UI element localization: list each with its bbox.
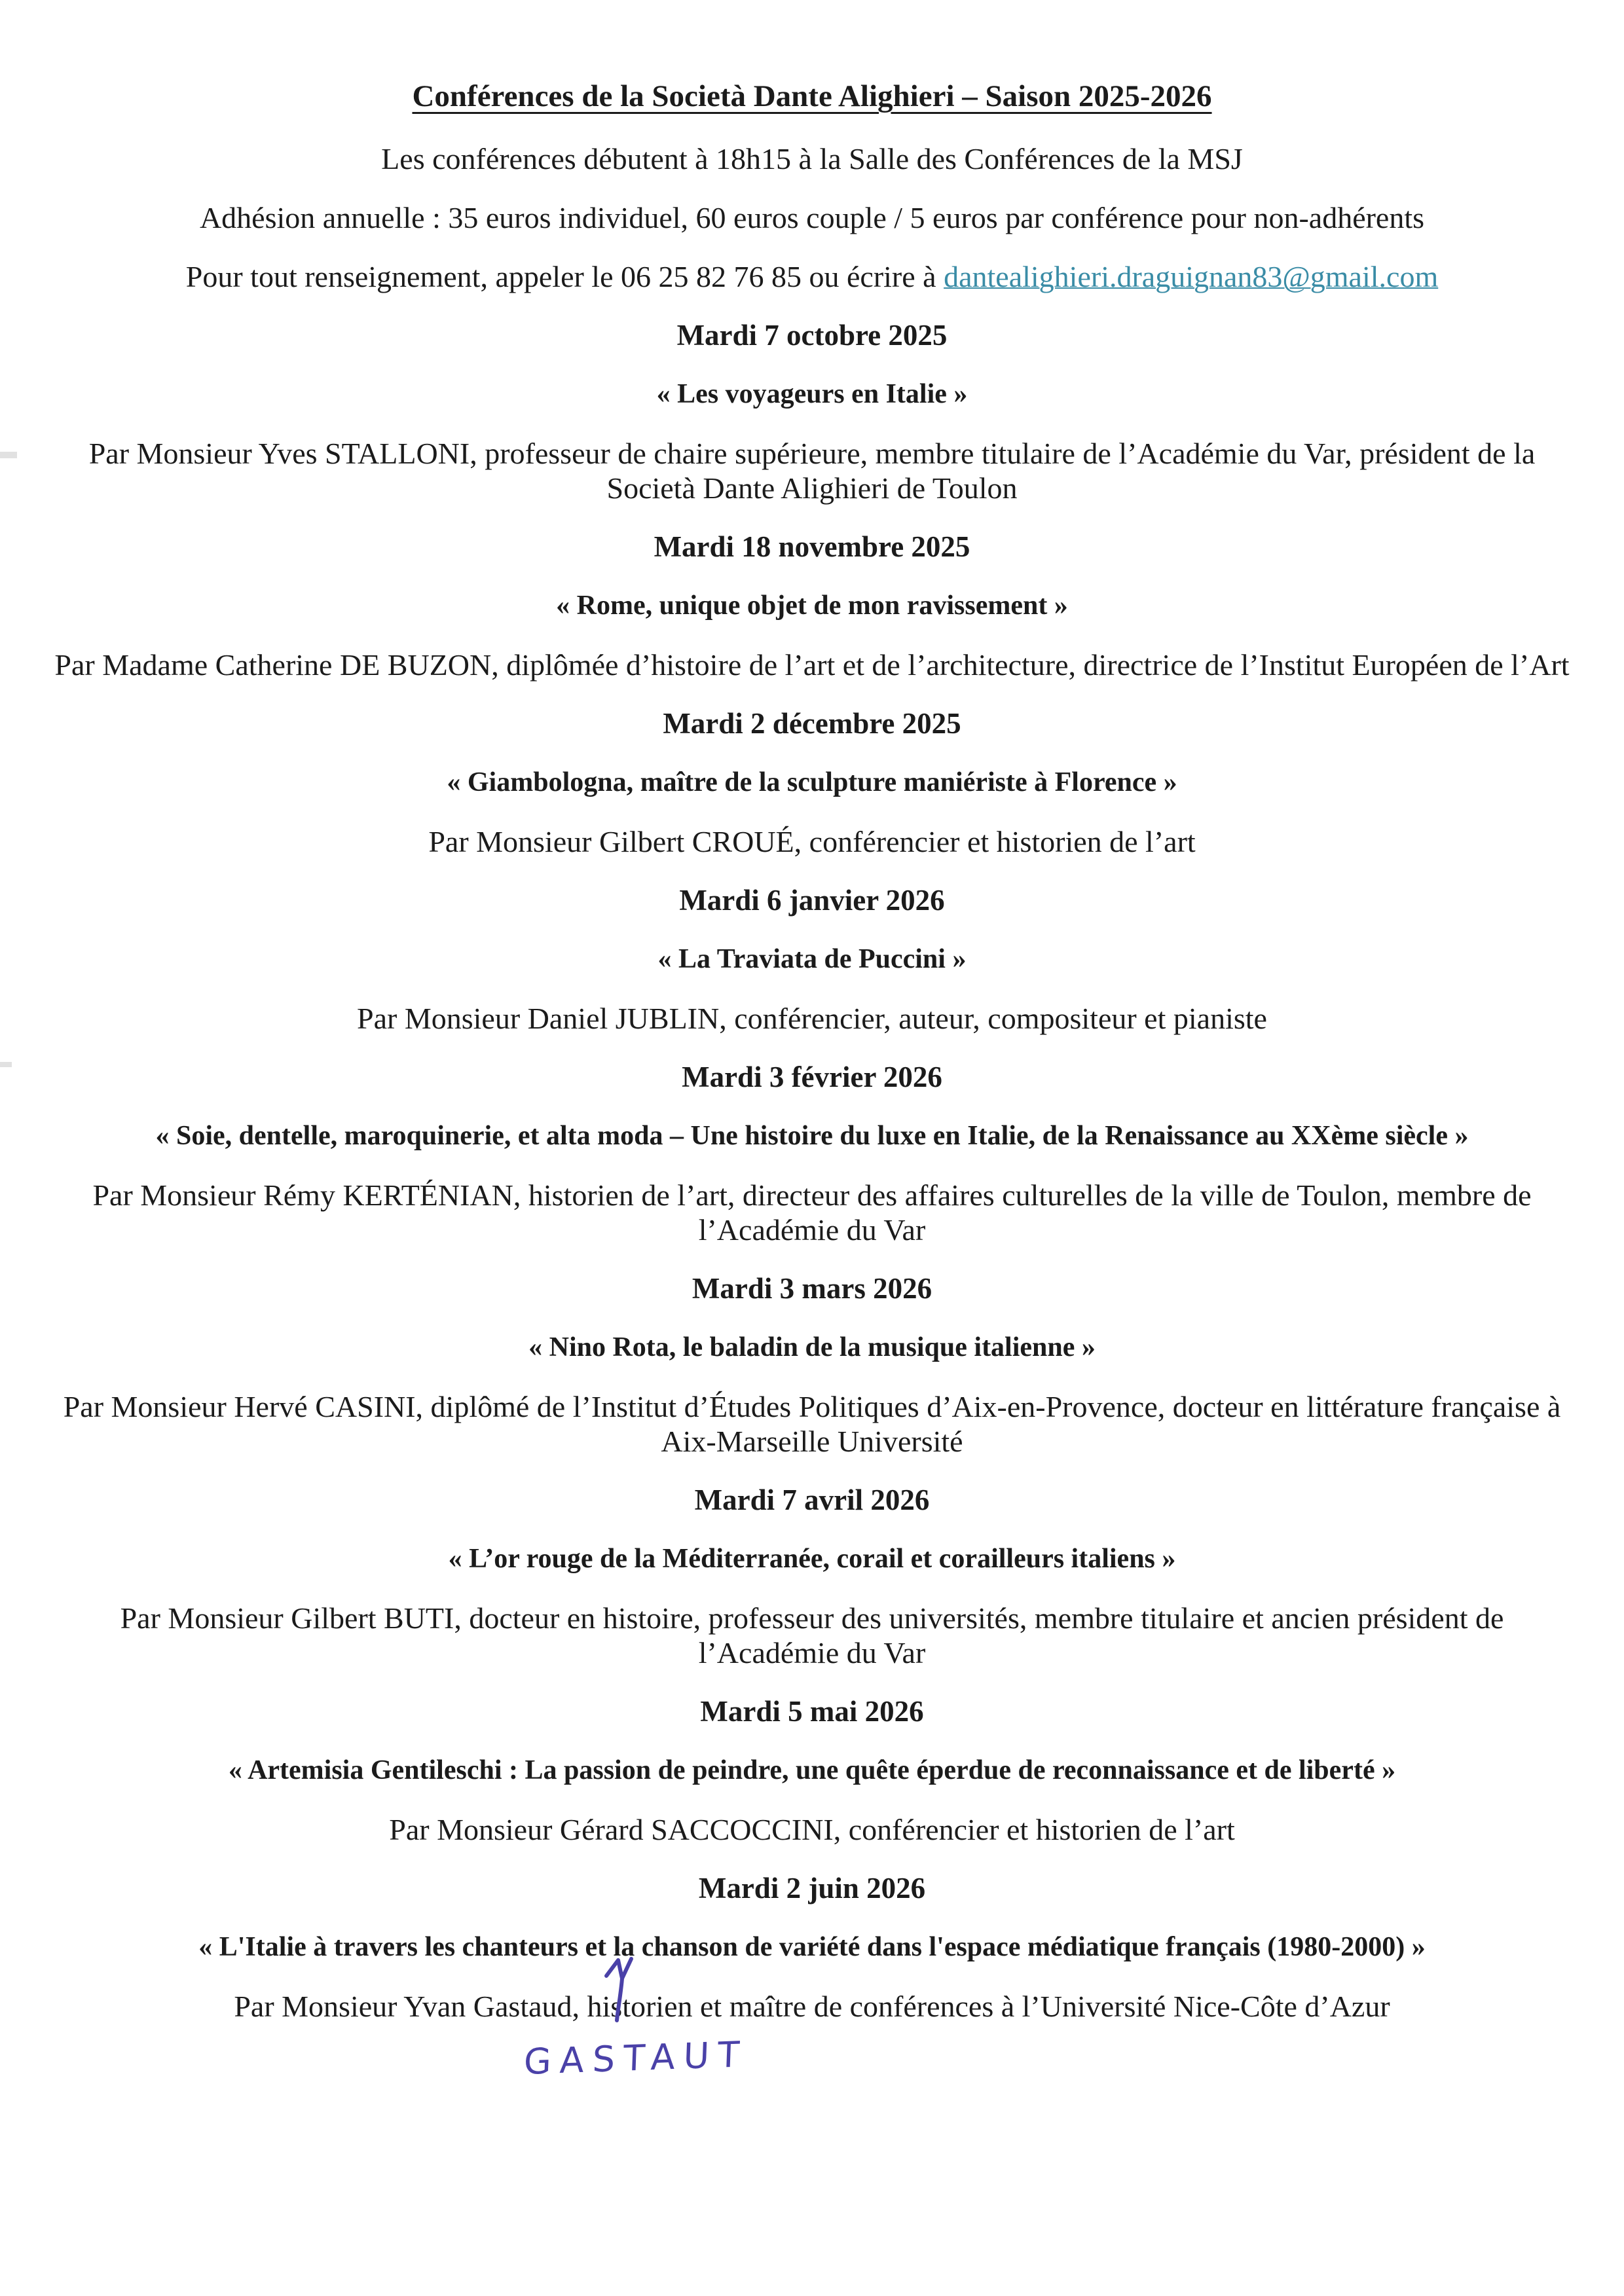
page-title: Conférences de la Società Dante Alighieri – Saison 2025-2026 — [412, 79, 1212, 113]
handwritten-name: GASTAUT — [523, 2033, 749, 2083]
contact-email-link[interactable]: dantealighieri.draguignan83@gmail.com — [944, 260, 1439, 293]
conference-speaker: Par Monsieur Gilbert BUTI, docteur en histoire, professeur des universités, membre titulaire et ancien président de l’Académie du Var — [120, 1601, 1504, 1669]
conference-date: Mardi 7 octobre 2025 — [676, 319, 948, 352]
conference-speaker: Par Madame Catherine DE BUZON, diplômée d’histoire de l’art et de l’architecture, directrice de l’Institut Européen de l’Art — [54, 648, 1570, 682]
intro-venue-line: Les conférences débutent à 18h15 à la Salle des Conférences de la MSJ — [381, 142, 1243, 175]
conference-date: Mardi 2 décembre 2025 — [663, 707, 961, 740]
conference-entry — [51, 1271, 1573, 1459]
scan-artifact — [0, 1062, 12, 1067]
conference-speaker: Par Monsieur Hervé CASINI, diplômé de l’Institut d’Études Politiques d’Aix-en-Provence, docteur en littérature française à Aix-Marseille Université — [63, 1390, 1561, 1458]
conference-date: Mardi 7 avril 2026 — [694, 1484, 930, 1516]
conference-title: « Artemisia Gentileschi : La passion de peindre, une quête éperdue de reconnaissance et de liberté » — [228, 1755, 1396, 1785]
conference-title: « Nino Rota, le baladin de la musique italienne » — [528, 1332, 1096, 1362]
scan-artifact — [0, 452, 17, 458]
conference-title: « Soie, dentelle, maroquinerie, et alta moda – Une histoire du luxe en Italie, de la Renaissance au XXème siècle » — [155, 1121, 1469, 1151]
conference-date: Mardi 18 novembre 2025 — [654, 530, 970, 563]
conference-speaker: Par Monsieur Yves STALLONI, professeur de chaire supérieure, membre titulaire de l’Académie du Var, président de la Società Dante Alighieri de Toulon — [88, 437, 1536, 505]
conference-title: « Rome, unique objet de mon ravissement » — [556, 591, 1068, 621]
conference-entry — [51, 1483, 1573, 1670]
conference-speaker: Par Monsieur Gérard SACCOCCINI, conférencier et historien de l’art — [389, 1813, 1235, 1846]
intro-membership-line: Adhésion annuelle : 35 euros individuel, 60 euros couple / 5 euros par conférence pour non-adhérents — [199, 201, 1425, 234]
conference-entry — [51, 1694, 1573, 1847]
conference-speaker: Par Monsieur Daniel JUBLIN, conférencier, auteur, compositeur et pianiste — [357, 1002, 1267, 1035]
conference-entry — [51, 883, 1573, 1036]
conference-speaker: Par Monsieur Rémy KERTÉNIAN, historien de l’art, directeur des affaires culturelles de la ville de Toulon, membre de l’Académie du Var — [92, 1178, 1532, 1247]
conference-date: Mardi 2 juin 2026 — [698, 1872, 926, 1904]
conference-title: « Les voyageurs en Italie » — [656, 379, 968, 409]
conference-date: Mardi 3 mars 2026 — [692, 1272, 932, 1305]
conference-date: Mardi 5 mai 2026 — [700, 1695, 924, 1728]
conference-speaker: Par Monsieur Gilbert CROUÉ, conférencier et historien de l’art — [428, 825, 1196, 858]
conference-entry — [51, 318, 1573, 505]
conference-date: Mardi 3 février 2026 — [682, 1061, 942, 1093]
conference-entry — [51, 1060, 1573, 1247]
conference-title: « Giambologna, maître de la sculpture maniériste à Florence » — [447, 767, 1177, 797]
conference-entry — [51, 530, 1573, 682]
conference-entry — [51, 1871, 1573, 2024]
conference-title: « L'Italie à travers les chanteurs et la chanson de variété dans l'espace médiatique français (1980-2000) » — [198, 1932, 1426, 1962]
conference-title: « La Traviata de Puccini » — [657, 944, 967, 974]
contact-text: Pour tout renseignement, appeler le 06 25 82 76 85 ou écrire à — [185, 260, 944, 293]
conference-title: « L’or rouge de la Méditerranée, corail et corailleurs italiens » — [448, 1544, 1176, 1574]
conference-speaker: Par Monsieur Yvan Gastaud, historien et maître de conférences à l’Université Nice-Côte d’Azur — [234, 1990, 1390, 2023]
conference-date: Mardi 6 janvier 2026 — [679, 884, 945, 917]
contact-line — [51, 259, 1573, 294]
conference-entry — [51, 706, 1573, 859]
